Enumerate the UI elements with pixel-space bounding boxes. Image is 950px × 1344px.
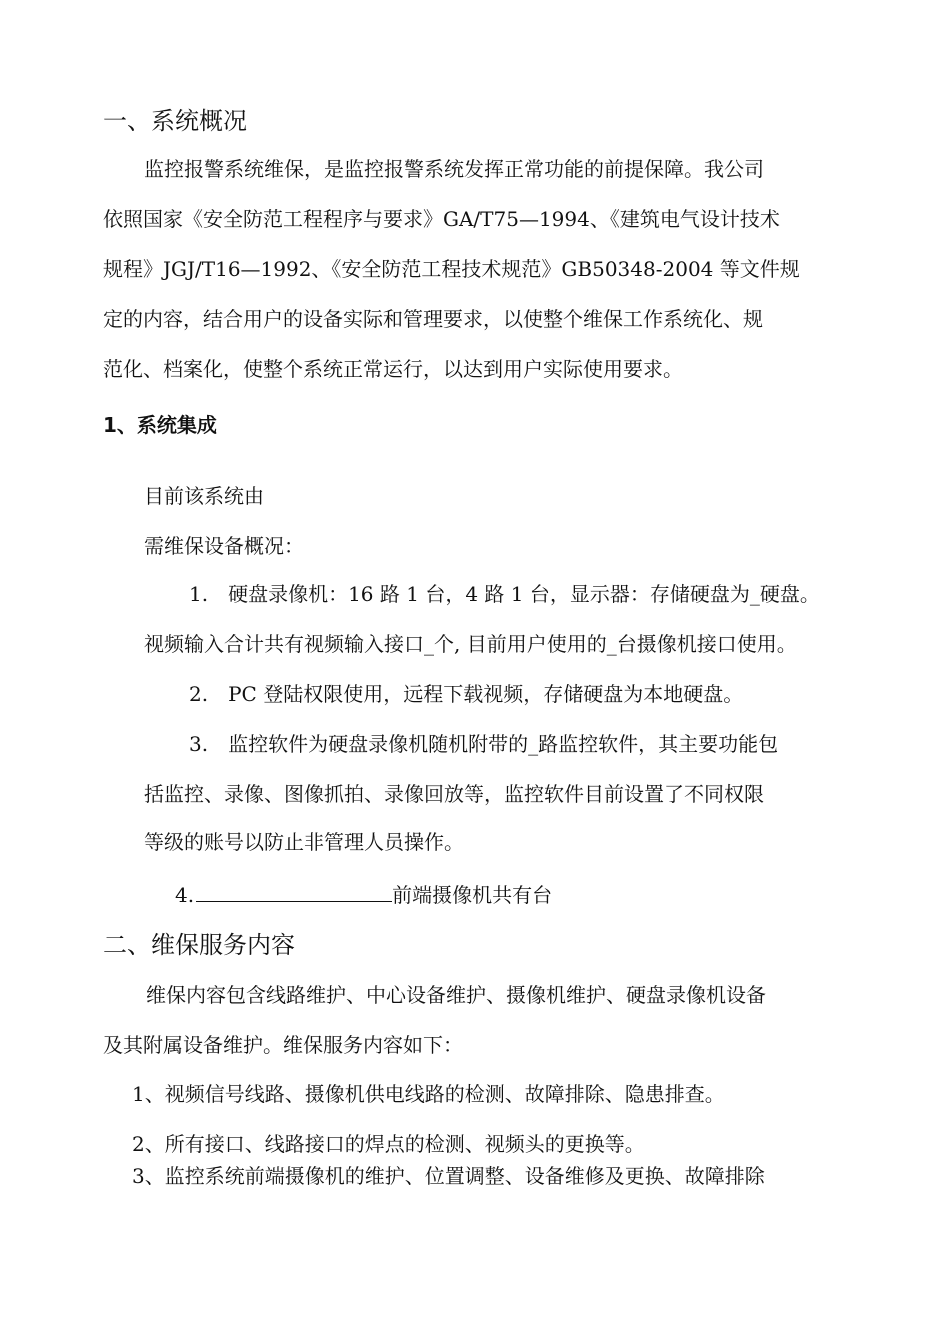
equipment-overview-line: 需维保设备概况： bbox=[144, 534, 304, 558]
section2-intro-line: 维保内容包含线路维护、中心设备维护、摄像机维护、硬盘录像机设备 bbox=[146, 983, 766, 1007]
item2-line: 2. PC 登陆权限使用，远程下载视频，存储硬盘为本地硬盘。 bbox=[189, 682, 744, 706]
current-system-line: 目前该系统由 bbox=[144, 484, 264, 508]
section2-heading: 二、维保服务内容 bbox=[103, 931, 295, 959]
section1-intro-line: 监控报警系统维保，是监控报警系统发挥正常功能的前提保障。我公司 bbox=[144, 157, 764, 181]
subsection1-heading: 1、系统集成 bbox=[103, 413, 217, 437]
section1-intro-line: 范化、档案化，使整个系统正常运行，以达到用户实际使用要求。 bbox=[103, 357, 683, 381]
service-item: 3、监控系统前端摄像机的维护、位置调整、设备维修及更换、故障排除 bbox=[132, 1164, 765, 1188]
section1-intro-line: 定的内容，结合用户的设备实际和管理要求，以使整个维保工作系统化、规 bbox=[103, 307, 763, 331]
fill-in-blank bbox=[196, 882, 392, 902]
section2-intro-line: 及其附属设备维护。维保服务内容如下： bbox=[103, 1033, 463, 1057]
item3-line: 等级的账号以防止非管理人员操作。 bbox=[144, 830, 464, 854]
item3-line: 括监控、录像、图像抓拍、录像回放等，监控软件目前设置了不同权限 bbox=[144, 782, 764, 806]
item4-number: 4. bbox=[175, 883, 195, 907]
item1-line: 1. 硬盘录像机：16 路 1 台，4 路 1 台，显示器：存储硬盘为_硬盘。 bbox=[189, 582, 820, 606]
service-item: 1、视频信号线路、摄像机供电线路的检测、故障排除、隐患排查。 bbox=[132, 1082, 725, 1106]
section1-heading: 一、系统概况 bbox=[103, 107, 247, 135]
section1-intro-line: 规程》JGJ/T16—1992、《安全防范工程技术规范》GB50348-2004 等文件规 bbox=[103, 257, 800, 281]
section1-intro-line: 依照国家《安全防范工程程序与要求》GA/T75—1994、《建筑电气设计技术 bbox=[103, 207, 780, 231]
service-item: 2、所有接口、线路接口的焊点的检测、视频头的更换等。 bbox=[132, 1132, 645, 1156]
item3-line: 3. 监控软件为硬盘录像机随机附带的_路监控软件，其主要功能包 bbox=[189, 732, 779, 756]
item4-line bbox=[175, 882, 552, 905]
item1-line: 视频输入合计共有视频输入接口_个, 目前用户使用的_台摄像机接口使用。 bbox=[144, 632, 797, 656]
item4-text: 前端摄像机共有台 bbox=[392, 883, 553, 907]
